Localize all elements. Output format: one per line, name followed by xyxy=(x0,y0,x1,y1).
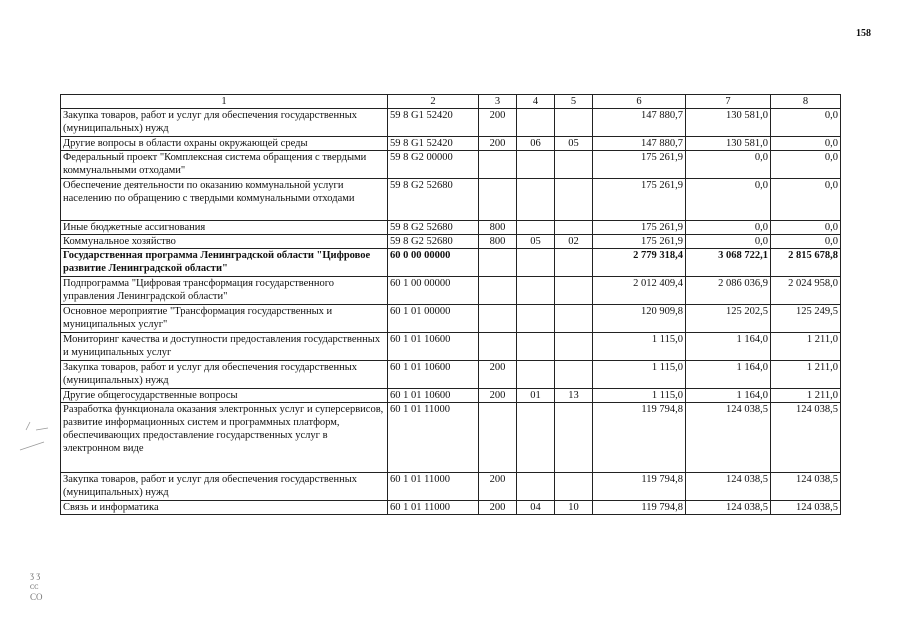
row-name-cell: Закупка товаров, работ и услуг для обеспечения государственных (муниципальных) нужд xyxy=(61,361,388,389)
amount-cell: 175 261,9 xyxy=(593,235,686,249)
amount-cell: 0,0 xyxy=(771,137,841,151)
table-row xyxy=(61,361,841,389)
row-name-cell: Федеральный проект "Комплексная система обращения с твердыми коммунальными отходами" xyxy=(61,151,388,179)
subsection-cell xyxy=(555,333,593,361)
section-cell xyxy=(517,403,555,473)
amount-cell: 124 038,5 xyxy=(686,473,771,501)
target-code-cell: 60 1 01 11000 xyxy=(388,403,479,473)
amount-cell: 124 038,5 xyxy=(771,473,841,501)
amount-cell: 1 211,0 xyxy=(771,361,841,389)
margin-mark: ᴄᴄ xyxy=(30,581,39,591)
subsection-cell xyxy=(555,109,593,137)
row-name-cell: Обеспечение деятельности по оказанию коммунальной услуги населению по обращению с твердыми коммунальными отходами xyxy=(61,179,388,221)
column-header: 6 xyxy=(593,95,686,109)
target-code-cell: 59 8 G2 52680 xyxy=(388,235,479,249)
subsection-cell: 05 xyxy=(555,137,593,151)
section-cell: 04 xyxy=(517,501,555,515)
amount-cell: 0,0 xyxy=(686,179,771,221)
row-name-cell: Разработка функционала оказания электронных услуг и суперсервисов, развитие информационных систем и программных платформ, обеспечивающих предоставление государственных услуг в электронном виде xyxy=(61,403,388,473)
subsection-cell xyxy=(555,403,593,473)
table-row xyxy=(61,249,841,277)
row-name-cell: Основное мероприятие "Трансформация государственных и муниципальных услуг" xyxy=(61,305,388,333)
row-name-cell: Мониторинг качества и доступности предоставления государственных и муниципальных услуг xyxy=(61,333,388,361)
subsection-cell: 13 xyxy=(555,389,593,403)
row-name-cell: Коммунальное хозяйство xyxy=(61,235,388,249)
expense-type-cell xyxy=(479,249,517,277)
amount-cell: 0,0 xyxy=(686,221,771,235)
page-number: 158 xyxy=(856,28,871,39)
target-code-cell: 60 1 01 10600 xyxy=(388,361,479,389)
expense-type-cell xyxy=(479,403,517,473)
expense-type-cell: 200 xyxy=(479,361,517,389)
amount-cell: 124 038,5 xyxy=(686,403,771,473)
row-name-cell: Другие вопросы в области охраны окружающей среды xyxy=(61,137,388,151)
amount-cell: 0,0 xyxy=(771,179,841,221)
amount-cell: 1 115,0 xyxy=(593,333,686,361)
row-name-cell: Другие общегосударственные вопросы xyxy=(61,389,388,403)
subsection-cell xyxy=(555,305,593,333)
target-code-cell: 60 1 01 10600 xyxy=(388,389,479,403)
target-code-cell: 59 8 G2 52680 xyxy=(388,221,479,235)
target-code-cell: 59 8 G2 00000 xyxy=(388,151,479,179)
amount-cell: 130 581,0 xyxy=(686,137,771,151)
amount-cell: 2 779 318,4 xyxy=(593,249,686,277)
section-cell xyxy=(517,179,555,221)
column-header: 4 xyxy=(517,95,555,109)
target-code-cell: 60 1 01 11000 xyxy=(388,501,479,515)
expense-type-cell xyxy=(479,333,517,361)
pen-mark xyxy=(18,420,58,460)
expense-type-cell: 200 xyxy=(479,389,517,403)
table-row xyxy=(61,137,841,151)
subsection-cell xyxy=(555,473,593,501)
table-body xyxy=(61,109,841,515)
margin-mark: ʒ ʒ xyxy=(30,570,41,580)
amount-cell: 0,0 xyxy=(771,151,841,179)
target-code-cell: 60 1 01 00000 xyxy=(388,305,479,333)
amount-cell: 175 261,9 xyxy=(593,221,686,235)
row-name-cell: Закупка товаров, работ и услуг для обеспечения государственных (муниципальных) нужд xyxy=(61,473,388,501)
amount-cell: 1 115,0 xyxy=(593,389,686,403)
table-row xyxy=(61,473,841,501)
amount-cell: 1 164,0 xyxy=(686,361,771,389)
section-cell: 05 xyxy=(517,235,555,249)
amount-cell: 1 211,0 xyxy=(771,389,841,403)
section-cell xyxy=(517,473,555,501)
section-cell xyxy=(517,277,555,305)
amount-cell: 2 024 958,0 xyxy=(771,277,841,305)
budget-table xyxy=(60,94,841,515)
row-name-cell: Подпрограмма "Цифровая трансформация государственного управления Ленинградской области" xyxy=(61,277,388,305)
margin-marks xyxy=(30,570,43,603)
amount-cell: 1 115,0 xyxy=(593,361,686,389)
row-name-cell: Иные бюджетные ассигнования xyxy=(61,221,388,235)
target-code-cell: 60 0 00 00000 xyxy=(388,249,479,277)
amount-cell: 0,0 xyxy=(771,109,841,137)
amount-cell: 2 086 036,9 xyxy=(686,277,771,305)
subsection-cell: 02 xyxy=(555,235,593,249)
table-row xyxy=(61,109,841,137)
section-cell xyxy=(517,305,555,333)
subsection-cell xyxy=(555,179,593,221)
amount-cell: 1 164,0 xyxy=(686,389,771,403)
table-row xyxy=(61,277,841,305)
amount-cell: 119 794,8 xyxy=(593,501,686,515)
table-row xyxy=(61,151,841,179)
amount-cell: 125 249,5 xyxy=(771,305,841,333)
row-name-cell: Связь и информатика xyxy=(61,501,388,515)
subsection-cell xyxy=(555,277,593,305)
subsection-cell xyxy=(555,151,593,179)
table-row xyxy=(61,305,841,333)
margin-mark: CO xyxy=(30,592,43,602)
section-cell xyxy=(517,361,555,389)
target-code-cell: 60 1 01 11000 xyxy=(388,473,479,501)
amount-cell: 124 038,5 xyxy=(686,501,771,515)
header-row xyxy=(61,95,841,109)
table-row xyxy=(61,403,841,473)
amount-cell: 120 909,8 xyxy=(593,305,686,333)
column-header: 3 xyxy=(479,95,517,109)
amount-cell: 124 038,5 xyxy=(771,403,841,473)
expense-type-cell xyxy=(479,277,517,305)
amount-cell: 147 880,7 xyxy=(593,109,686,137)
amount-cell: 1 164,0 xyxy=(686,333,771,361)
section-cell xyxy=(517,221,555,235)
amount-cell: 119 794,8 xyxy=(593,473,686,501)
subsection-cell xyxy=(555,361,593,389)
expense-type-cell: 800 xyxy=(479,235,517,249)
expense-type-cell xyxy=(479,305,517,333)
subsection-cell: 10 xyxy=(555,501,593,515)
table-row xyxy=(61,179,841,221)
amount-cell: 1 211,0 xyxy=(771,333,841,361)
section-cell xyxy=(517,151,555,179)
target-code-cell: 60 1 01 10600 xyxy=(388,333,479,361)
expense-type-cell: 200 xyxy=(479,109,517,137)
expense-type-cell: 200 xyxy=(479,473,517,501)
amount-cell: 2 012 409,4 xyxy=(593,277,686,305)
section-cell xyxy=(517,109,555,137)
amount-cell: 124 038,5 xyxy=(771,501,841,515)
amount-cell: 0,0 xyxy=(686,235,771,249)
amount-cell: 3 068 722,1 xyxy=(686,249,771,277)
table-row xyxy=(61,221,841,235)
target-code-cell: 59 8 G1 52420 xyxy=(388,137,479,151)
amount-cell: 119 794,8 xyxy=(593,403,686,473)
table-row xyxy=(61,389,841,403)
row-name-cell: Закупка товаров, работ и услуг для обеспечения государственных (муниципальных) нужд xyxy=(61,109,388,137)
amount-cell: 2 815 678,8 xyxy=(771,249,841,277)
amount-cell: 130 581,0 xyxy=(686,109,771,137)
section-cell xyxy=(517,249,555,277)
section-cell xyxy=(517,333,555,361)
column-header: 2 xyxy=(388,95,479,109)
target-code-cell: 60 1 00 00000 xyxy=(388,277,479,305)
section-cell: 01 xyxy=(517,389,555,403)
column-header: 5 xyxy=(555,95,593,109)
amount-cell: 125 202,5 xyxy=(686,305,771,333)
expense-type-cell xyxy=(479,151,517,179)
target-code-cell: 59 8 G1 52420 xyxy=(388,109,479,137)
expense-type-cell xyxy=(479,179,517,221)
subsection-cell xyxy=(555,221,593,235)
amount-cell: 147 880,7 xyxy=(593,137,686,151)
subsection-cell xyxy=(555,249,593,277)
table-row xyxy=(61,235,841,249)
column-header: 7 xyxy=(686,95,771,109)
amount-cell: 0,0 xyxy=(771,235,841,249)
section-cell: 06 xyxy=(517,137,555,151)
amount-cell: 0,0 xyxy=(771,221,841,235)
column-header: 1 xyxy=(61,95,388,109)
target-code-cell: 59 8 G2 52680 xyxy=(388,179,479,221)
amount-cell: 175 261,9 xyxy=(593,151,686,179)
expense-type-cell: 200 xyxy=(479,501,517,515)
amount-cell: 175 261,9 xyxy=(593,179,686,221)
table-row xyxy=(61,501,841,515)
row-name-cell: Государственная программа Ленинградской области "Цифровое развитие Ленинградской области" xyxy=(61,249,388,277)
amount-cell: 0,0 xyxy=(686,151,771,179)
expense-type-cell: 200 xyxy=(479,137,517,151)
column-header: 8 xyxy=(771,95,841,109)
table-row xyxy=(61,333,841,361)
expense-type-cell: 800 xyxy=(479,221,517,235)
